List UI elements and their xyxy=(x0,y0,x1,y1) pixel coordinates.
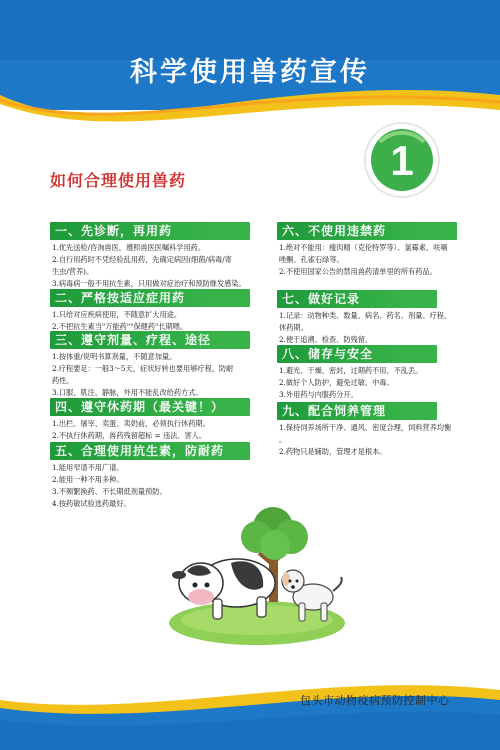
poster-title: 科学使用兽药宣传 xyxy=(130,57,370,88)
section-title: 八、储存与安全 xyxy=(277,345,437,363)
section-title: 七、做好记录 xyxy=(277,290,437,308)
section-2 xyxy=(50,289,250,333)
section-line: 1.绝对不能用：瘦肉精（克伦特罗等）、氯霉素、呋喃 xyxy=(279,243,448,252)
section-line: 1.只给对应疾病使用，不随意扩大用途。 xyxy=(52,310,182,319)
section-line: 生虫/营养)。 xyxy=(52,267,94,276)
section-body xyxy=(50,242,250,290)
section-4 xyxy=(50,398,250,442)
section-line: 2.疗程要足：一般3～5天，症状好转也要用够疗程，防耐 xyxy=(52,364,234,373)
section-line: 2.不执行休药期，兽药残留超标 = 违法、害人。 xyxy=(52,431,207,440)
section-line: 1.按体重/说明书算剂量，不随意加量。 xyxy=(52,352,177,361)
section-line: 唑酮、孔雀石绿等。 xyxy=(279,255,344,264)
section-line: 。 xyxy=(279,435,287,444)
section-9 xyxy=(277,402,452,458)
poster-subtitle: 如何合理使用兽药 xyxy=(50,171,187,190)
section-5 xyxy=(50,442,250,510)
section-line: 3.外用药与内服药分开。 xyxy=(279,390,358,399)
section-line: 1.保持饲养场所干净、通风、密度合理，饲料营养均衡 xyxy=(279,423,452,432)
section-line: 2.便于追溯、检查、防残留。 xyxy=(279,335,373,344)
section-line: 2.不把抗生素当"万能药""保健药"长期喂。 xyxy=(52,322,188,331)
section-title: 四、遵守休药期（最关键！） xyxy=(50,398,250,416)
section-7 xyxy=(277,290,452,346)
badge-number: 1 xyxy=(390,137,414,184)
section-title: 一、先诊断，再用药 xyxy=(50,222,250,240)
cow-dog-tree-illustration xyxy=(165,505,350,645)
section-body xyxy=(277,310,452,346)
section-line: 2.做好个人防护，避免过敏、中毒。 xyxy=(279,378,394,387)
section-line: 2.自行用药时不凭经验乱用药，先确定病因(细菌/病毒/寄 xyxy=(52,255,232,264)
section-8 xyxy=(277,345,437,401)
section-line: 2.不使用国家公告的禁用兽药清单里的所有药品。 xyxy=(279,267,437,276)
section-body xyxy=(50,462,250,510)
section-1 xyxy=(50,222,250,290)
section-line: 1.避光、干燥、密封，过期药不用、不乱丢。 xyxy=(279,366,423,375)
number-1-circle-icon xyxy=(362,120,442,200)
section-line: 1.记录：动物种类、数量、病名、药名、剂量、疗程、 xyxy=(279,311,452,320)
section-title: 五、合理使用抗生素，防耐药 xyxy=(50,442,250,460)
section-title: 二、严格按适应症用药 xyxy=(50,289,250,307)
section-line: 3.口服、肌注、静脉，外用不能乱改给药方式。 xyxy=(52,388,203,397)
section-6 xyxy=(277,222,457,278)
section-line: 3.病毒病一般不用抗生素，只用做对症治疗和预防继发感染。 xyxy=(52,279,246,288)
section-line: 1.优先送检/咨询兽医，遵照兽医医嘱科学用药。 xyxy=(52,243,206,252)
section-line: 1.出栏、屠宰、卖蛋、卖奶前，必须执行休药期。 xyxy=(52,419,210,428)
organization-name: 包头市动物疫病预防控制中心 xyxy=(300,694,450,707)
section-3 xyxy=(50,331,250,399)
section-body xyxy=(50,309,250,333)
section-body xyxy=(50,351,250,399)
section-line: 4.按药敏试验选药最好。 xyxy=(52,499,131,508)
section-line: 药性。 xyxy=(52,376,74,385)
section-title: 九、配合饲养管理 xyxy=(277,402,437,420)
section-body xyxy=(277,365,437,401)
section-title: 六、不使用违禁药 xyxy=(277,222,457,240)
section-line: 1.能用窄谱不用广谱。 xyxy=(52,463,124,472)
section-title: 三、遵守剂量、疗程、途径 xyxy=(50,331,250,349)
section-line: 休药期。 xyxy=(279,323,308,332)
section-line: 3.不频繁换药、不长期低剂量预防。 xyxy=(52,487,167,496)
section-line: 2.药物只是辅助，管理才是根本。 xyxy=(279,447,387,456)
section-line: 2.能用一种不用多种。 xyxy=(52,475,124,484)
section-body xyxy=(277,242,457,278)
section-body xyxy=(277,422,452,458)
section-body xyxy=(50,418,250,442)
